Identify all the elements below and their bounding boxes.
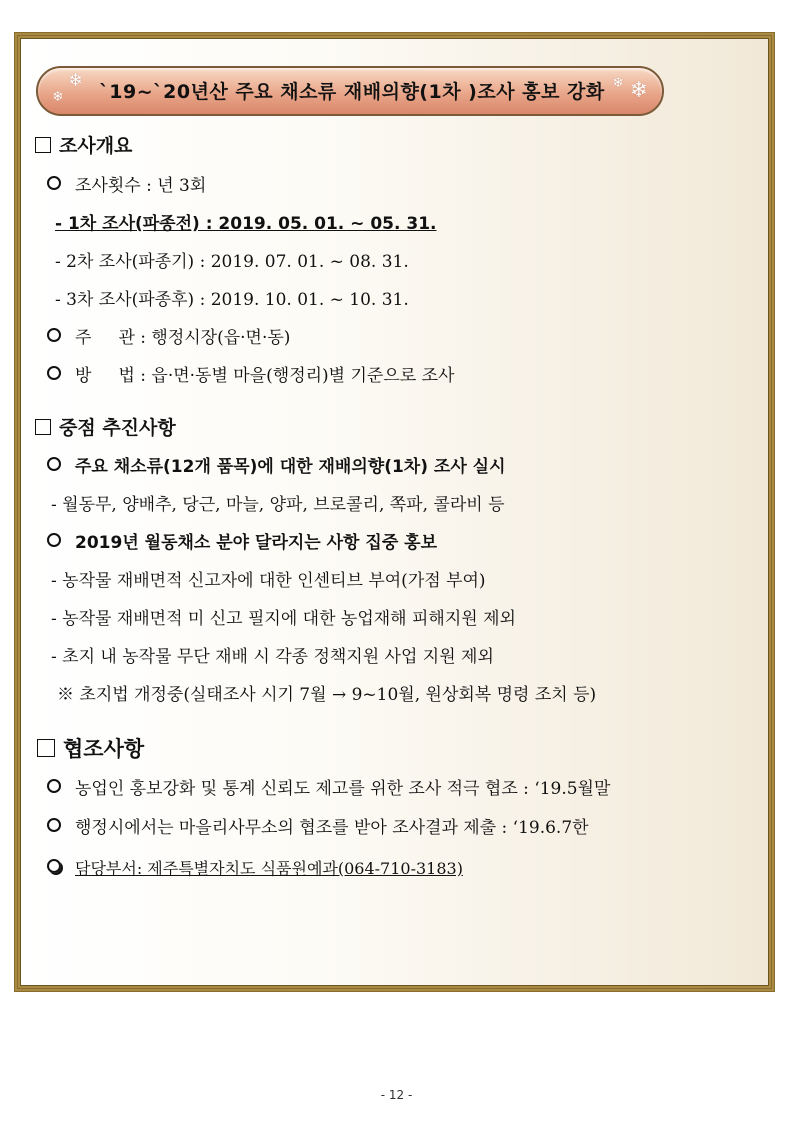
list-item-point2: 2019년 월동채소 분야 달라지는 사항 집중 홍보 <box>47 533 437 553</box>
page-title: `19~`20년산 주요 채소류 재배의향(1차 )조사 홍보 강화 <box>99 81 605 103</box>
circle-bullet-icon <box>47 859 61 873</box>
list-item-round2: - 2차 조사(파종기) : 2019. 07. 01. ~ 08. 31. <box>55 252 409 272</box>
section-heading-overview: 조사개요 <box>35 135 132 158</box>
list-item-coop1: 농업인 홍보강화 및 통계 신뢰도 제고를 위한 조사 적극 협조 : ‘19.5월말 <box>47 779 610 799</box>
section-heading-focus: 중점 추진사항 <box>35 417 176 440</box>
section-heading-cooperation: 협조사항 <box>37 737 144 762</box>
list-item-point1: 주요 채소류(12개 품목)에 대한 재배의향(1차) 조사 실시 <box>47 457 506 477</box>
snowflake-icon: ❄ <box>612 75 624 91</box>
circle-bullet-icon <box>47 176 61 190</box>
list-item-round3: - 3차 조사(파종후) : 2019. 10. 01. ~ 10. 31. <box>55 290 409 310</box>
contact-line: 담당부서: 제주특별자치도 식품원예과(064-710-3183) <box>47 859 463 878</box>
list-item-point2-detail1: - 농작물 재배면적 신고자에 대한 인센티브 부여(가점 부여) <box>51 571 486 591</box>
page-number: - 12 - <box>380 1088 413 1102</box>
checkbox-square-icon <box>37 739 55 757</box>
list-item-point2-detail2: - 농작물 재배면적 미 신고 필지에 대한 농업재해 피해지원 제외 <box>51 609 516 629</box>
list-item-point1-detail: - 월동무, 양배추, 당근, 마늘, 양파, 브로콜리, 쪽파, 콜라비 등 <box>51 495 505 515</box>
circle-bullet-icon <box>47 457 61 471</box>
checkbox-square-icon <box>35 137 51 153</box>
circle-bullet-icon <box>47 779 61 793</box>
document-panel <box>20 38 769 986</box>
title-banner <box>36 66 664 116</box>
note: ※ 초지법 개정중(실태조사 시기 7월 → 9~10월, 원상회복 명령 조치 등) <box>57 685 597 705</box>
document-frame <box>14 32 775 992</box>
list-item: 조사횟수 : 년 3회 <box>47 176 206 196</box>
circle-bullet-icon <box>47 366 61 380</box>
list-item-point2-detail3: - 초지 내 농작물 무단 재배 시 각종 정책지원 사업 지원 제외 <box>51 647 494 667</box>
circle-bullet-icon <box>47 328 61 342</box>
snowflake-icon: ❄ <box>629 78 648 103</box>
list-item-coop2: 행정시에서는 마을리사무소의 협조를 받아 조사결과 제출 : ‘19.6.7한 <box>47 818 589 838</box>
snowflake-icon: ❄ <box>68 70 84 91</box>
circle-bullet-icon <box>47 818 61 832</box>
circle-bullet-icon <box>47 533 61 547</box>
list-item-round1: - 1차 조사(파종전) : 2019. 05. 01. ~ 05. 31. <box>55 214 437 234</box>
list-item-method: 방 법 : 읍·면·동별 마을(행정리)별 기준으로 조사 <box>47 366 454 386</box>
checkbox-square-icon <box>35 419 51 435</box>
snowflake-icon: ❄ <box>52 89 64 105</box>
list-item-host: 주 관 : 행정시장(읍·면·동) <box>47 328 290 348</box>
